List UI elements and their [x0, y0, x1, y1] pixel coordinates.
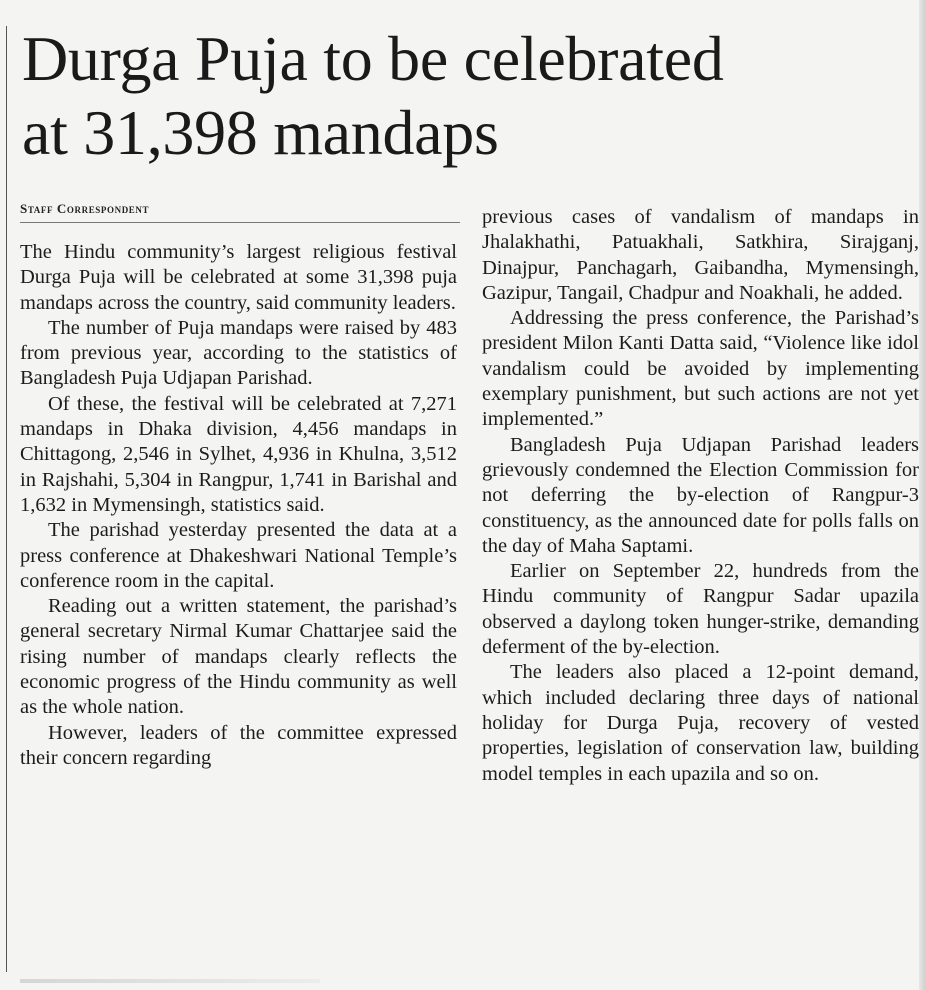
paragraph: Reading out a written statement, the parishad’s general secretary Nirmal Kumar Chattarjee said the rising number of mandaps clearly reflects the economic progress of the Hindu community as well as the whole nation.: [20, 595, 457, 719]
byline: Staff Correspondent: [20, 201, 150, 216]
paragraph: Bangladesh Puja Udjapan Parishad leaders grievously condemned the Election Commission for not deferring the by-election of Rangpur-3 constituency, as the announced date for polls falls on the day of Maha Saptami.: [482, 433, 919, 557]
paragraph: Earlier on September 22, hundreds from the Hindu community of Rangpur Sadar upazila observed a daylong token hunger-strike, demanding deferment of the by-election.: [482, 560, 919, 659]
left-column: [20, 240, 457, 771]
headline: [22, 22, 922, 170]
paragraph: The parishad yesterday presented the data at a press conference at Dhakeshwari National Temple’s conference room in the capital.: [20, 519, 457, 592]
paragraph: However, leaders of the committee expressed their concern regarding: [20, 721, 457, 769]
scan-edge: [20, 979, 320, 983]
headline-line-1: Durga Puja to be celebrated: [22, 23, 724, 94]
column-rule: [6, 26, 7, 972]
right-column: [482, 205, 919, 787]
paragraph: Of these, the festival will be celebrated at 7,271 mandaps in Dhaka division, 4,456 mandaps in Chittagong, 2,546 in Sylhet, 4,936 in Khulna, 3,512 in Rajshahi, 5,304 in Rangpur, 1,741 in Barishal and 1,632 in Mymensingh, statistics said.: [20, 392, 457, 516]
paragraph: The number of Puja mandaps were raised by 483 from previous year, according to the statistics of Bangladesh Puja Udjapan Parishad.: [20, 316, 457, 390]
byline-rule: [20, 222, 460, 223]
paragraph: previous cases of vandalism of mandaps in Jhalakhathi, Patuakhali, Satkhira, Sirajganj, Dinajpur, Panchagarh, Gaibandha, Mymensingh, Gazipur, Tangail, Chadpur and Noakhali, he added.: [482, 206, 919, 304]
paragraph: Addressing the press conference, the Parishad’s president Milon Kanti Datta said, “Violence like idol vandalism could be avoided by implementing exemplary punishment, but such actions are not yet implemented.”: [482, 307, 919, 431]
headline-line-2: at 31,398 mandaps: [22, 97, 499, 168]
paragraph: The Hindu community’s largest religious festival Durga Puja will be celebrated at some 31,398 puja mandaps across the country, said community leaders.: [20, 241, 457, 314]
paragraph: The leaders also placed a 12-point demand, which included declaring three days of national holiday for Durga Puja, recovery of vested properties, legislation of conservation law, building model temples in each upazila and so on.: [482, 661, 919, 785]
